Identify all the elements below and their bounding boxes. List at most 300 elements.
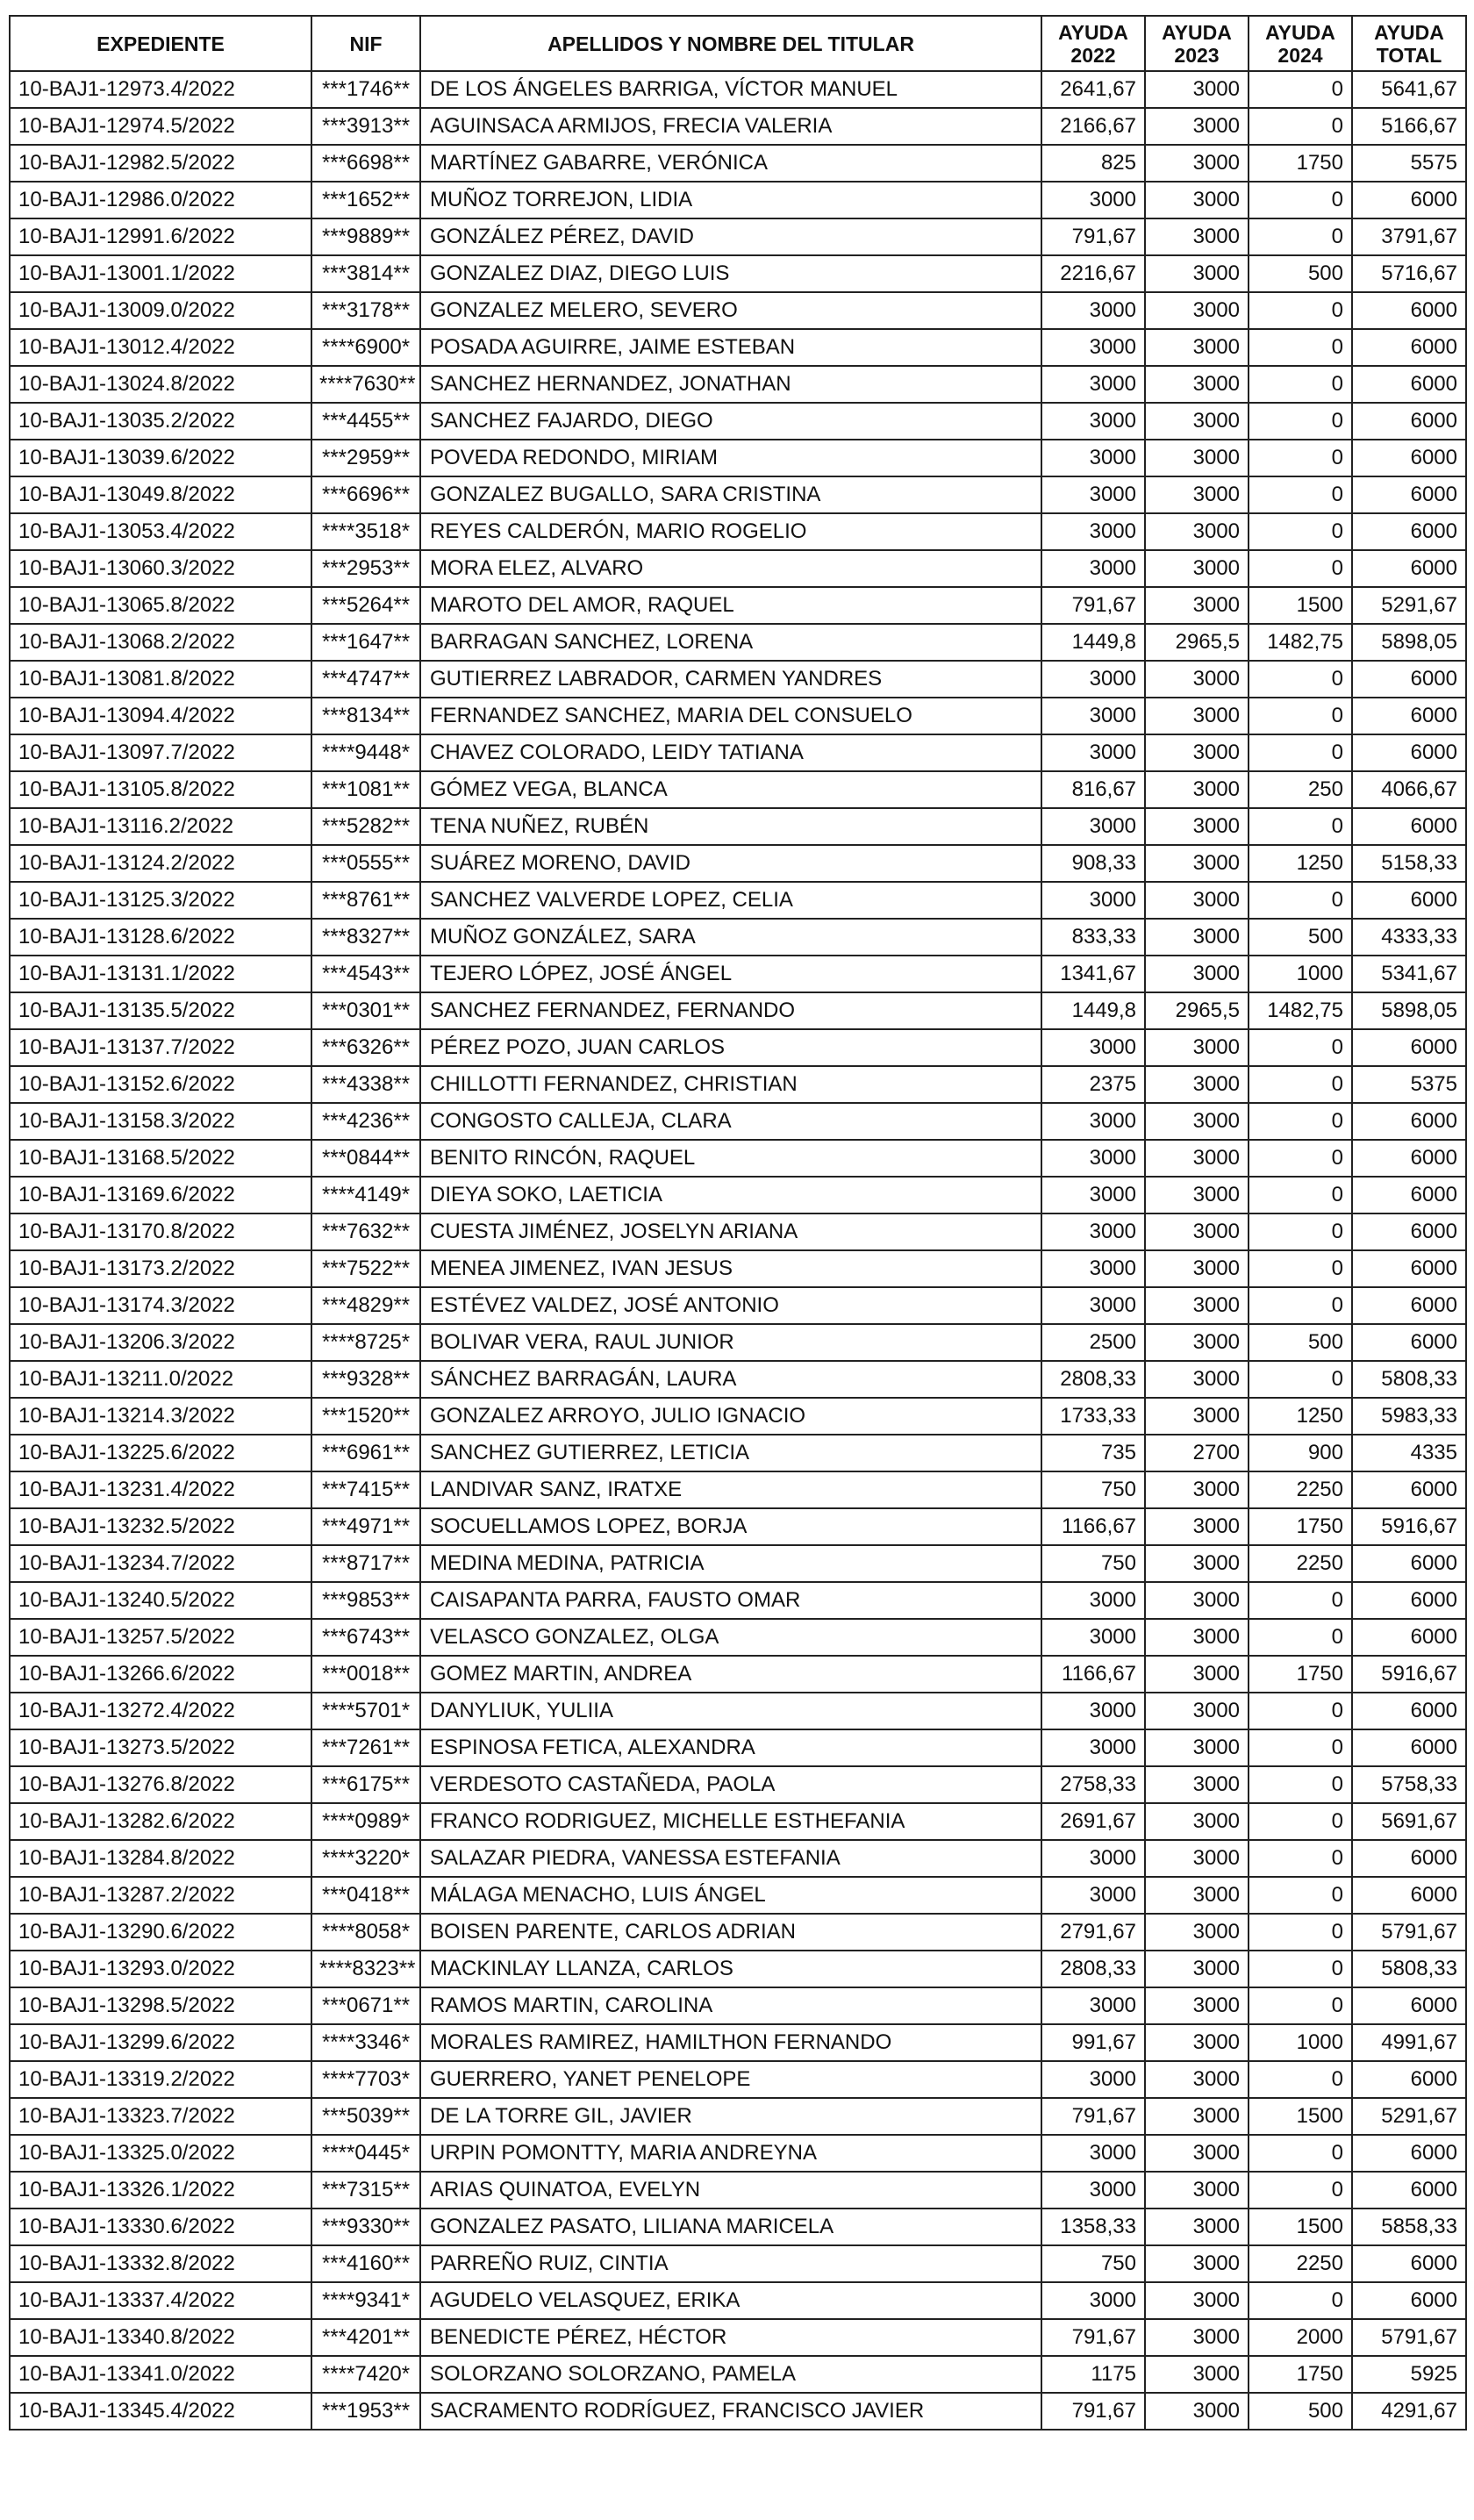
ayuda-2024-cell: 500 <box>1249 2393 1352 2430</box>
ayuda-2023-cell: 3000 <box>1145 2393 1249 2430</box>
ayuda-total-cell: 6000 <box>1352 1250 1466 1287</box>
ayuda-2022-cell: 1733,33 <box>1041 1398 1145 1435</box>
titular-cell: CAISAPANTA PARRA, FAUSTO OMAR <box>420 1582 1041 1619</box>
titular-cell: TENA NUÑEZ, RUBÉN <box>420 808 1041 845</box>
ayuda-2022-cell: 3000 <box>1041 661 1145 698</box>
nif-cell: ***0671** <box>311 1987 420 2024</box>
nif-cell: ****3518* <box>311 513 420 550</box>
nif-cell: ***0418** <box>311 1877 420 1914</box>
ayuda-2022-cell: 3000 <box>1041 1029 1145 1066</box>
ayuda-2024-cell: 0 <box>1249 1066 1352 1103</box>
ayuda-2024-cell: 250 <box>1249 771 1352 808</box>
ayuda-2023-cell: 3000 <box>1145 1324 1249 1361</box>
ayuda-total-cell: 6000 <box>1352 403 1466 440</box>
ayuda-2023-cell: 3000 <box>1145 1471 1249 1508</box>
ayuda-2024-cell: 0 <box>1249 476 1352 513</box>
titular-cell: SANCHEZ HERNANDEZ, JONATHAN <box>420 366 1041 403</box>
ayuda-2023-cell: 3000 <box>1145 1029 1249 1066</box>
expediente-cell: 10-BAJ1-13345.4/2022 <box>10 2393 311 2430</box>
titular-cell: ESTÉVEZ VALDEZ, JOSÉ ANTONIO <box>420 1287 1041 1324</box>
table-row <box>10 1250 1466 1287</box>
ayuda-2022-cell: 2216,67 <box>1041 255 1145 292</box>
nif-cell: ***7315** <box>311 2172 420 2209</box>
ayuda-2023-cell: 3000 <box>1145 1213 1249 1250</box>
nif-cell: ***9853** <box>311 1582 420 1619</box>
ayuda-2024-cell: 1500 <box>1249 587 1352 624</box>
ayuda-total-cell: 6000 <box>1352 2135 1466 2172</box>
nif-cell: ***3814** <box>311 255 420 292</box>
titular-cell: BARRAGAN SANCHEZ, LORENA <box>420 624 1041 661</box>
titular-cell: BENEDICTE PÉREZ, HÉCTOR <box>420 2319 1041 2356</box>
nif-cell: ****0989* <box>311 1803 420 1840</box>
expediente-cell: 10-BAJ1-13173.2/2022 <box>10 1250 311 1287</box>
nif-cell: ***1520** <box>311 1398 420 1435</box>
ayuda-2023-cell: 3000 <box>1145 1250 1249 1287</box>
nif-cell: ***8761** <box>311 882 420 919</box>
ayuda-2024-cell: 0 <box>1249 182 1352 218</box>
titular-cell: TEJERO LÓPEZ, JOSÉ ÁNGEL <box>420 956 1041 992</box>
table-row <box>10 255 1466 292</box>
ayuda-2024-cell: 1482,75 <box>1249 624 1352 661</box>
header-ayuda-2024: AYUDA 2024 <box>1249 16 1352 71</box>
table-row <box>10 882 1466 919</box>
ayuda-total-cell: 6000 <box>1352 1693 1466 1729</box>
expediente-cell: 10-BAJ1-13337.4/2022 <box>10 2282 311 2319</box>
expediente-cell: 10-BAJ1-13293.0/2022 <box>10 1951 311 1987</box>
ayuda-2022-cell: 2641,67 <box>1041 71 1145 108</box>
expediente-cell: 10-BAJ1-13169.6/2022 <box>10 1177 311 1213</box>
table-row <box>10 329 1466 366</box>
ayuda-total-cell: 6000 <box>1352 1840 1466 1877</box>
titular-cell: MÁLAGA MENACHO, LUIS ÁNGEL <box>420 1877 1041 1914</box>
ayuda-total-cell: 5291,67 <box>1352 587 1466 624</box>
expediente-cell: 10-BAJ1-13053.4/2022 <box>10 513 311 550</box>
titular-cell: GONZÁLEZ PÉREZ, DAVID <box>420 218 1041 255</box>
ayuda-2023-cell: 3000 <box>1145 71 1249 108</box>
ayuda-total-cell: 5166,67 <box>1352 108 1466 145</box>
ayuda-2023-cell: 3000 <box>1145 1545 1249 1582</box>
expediente-cell: 10-BAJ1-13135.5/2022 <box>10 992 311 1029</box>
ayuda-2024-cell: 0 <box>1249 1877 1352 1914</box>
titular-cell: SANCHEZ GUTIERREZ, LETICIA <box>420 1435 1041 1471</box>
ayuda-2022-cell: 3000 <box>1041 2135 1145 2172</box>
table-row <box>10 1287 1466 1324</box>
table-row <box>10 1656 1466 1693</box>
ayuda-2022-cell: 3000 <box>1041 808 1145 845</box>
ayuda-2022-cell: 816,67 <box>1041 771 1145 808</box>
expediente-cell: 10-BAJ1-13266.6/2022 <box>10 1656 311 1693</box>
ayuda-2024-cell: 0 <box>1249 1951 1352 1987</box>
titular-cell: DE LOS ÁNGELES BARRIGA, VÍCTOR MANUEL <box>420 71 1041 108</box>
ayuda-2024-cell: 0 <box>1249 1582 1352 1619</box>
ayuda-2022-cell: 3000 <box>1041 1250 1145 1287</box>
expediente-cell: 10-BAJ1-13240.5/2022 <box>10 1582 311 1619</box>
titular-cell: URPIN POMONTTY, MARIA ANDREYNA <box>420 2135 1041 2172</box>
ayuda-2022-cell: 3000 <box>1041 734 1145 771</box>
ayuda-2024-cell: 0 <box>1249 1619 1352 1656</box>
ayuda-total-cell: 6000 <box>1352 734 1466 771</box>
expediente-cell: 10-BAJ1-13298.5/2022 <box>10 1987 311 2024</box>
ayuda-2024-cell: 0 <box>1249 218 1352 255</box>
ayuda-2024-cell: 0 <box>1249 513 1352 550</box>
titular-cell: VERDESOTO CASTAÑEDA, PAOLA <box>420 1766 1041 1803</box>
nif-cell: ***0555** <box>311 845 420 882</box>
ayuda-2022-cell: 2808,33 <box>1041 1361 1145 1398</box>
ayuda-2023-cell: 3000 <box>1145 661 1249 698</box>
ayuda-total-cell: 5158,33 <box>1352 845 1466 882</box>
ayuda-2023-cell: 3000 <box>1145 145 1249 182</box>
nif-cell: ****9341* <box>311 2282 420 2319</box>
ayuda-2022-cell: 3000 <box>1041 2282 1145 2319</box>
ayuda-2022-cell: 3000 <box>1041 1877 1145 1914</box>
titular-cell: SACRAMENTO RODRÍGUEZ, FRANCISCO JAVIER <box>420 2393 1041 2430</box>
titular-cell: GONZALEZ ARROYO, JULIO IGNACIO <box>420 1398 1041 1435</box>
ayuda-2024-cell: 0 <box>1249 808 1352 845</box>
ayuda-total-cell: 6000 <box>1352 440 1466 476</box>
nif-cell: ***4236** <box>311 1103 420 1140</box>
nif-cell: ***3913** <box>311 108 420 145</box>
ayuda-2024-cell: 2250 <box>1249 1545 1352 1582</box>
ayuda-2023-cell: 2700 <box>1145 1435 1249 1471</box>
ayuda-total-cell: 5898,05 <box>1352 624 1466 661</box>
nif-cell: ***3178** <box>311 292 420 329</box>
ayuda-total-cell: 6000 <box>1352 292 1466 329</box>
expediente-cell: 10-BAJ1-13299.6/2022 <box>10 2024 311 2061</box>
ayuda-2023-cell: 3000 <box>1145 476 1249 513</box>
ayuda-2024-cell: 0 <box>1249 1987 1352 2024</box>
expediente-cell: 10-BAJ1-13330.6/2022 <box>10 2209 311 2245</box>
ayuda-total-cell: 4333,33 <box>1352 919 1466 956</box>
expediente-cell: 10-BAJ1-13105.8/2022 <box>10 771 311 808</box>
expediente-cell: 10-BAJ1-13290.6/2022 <box>10 1914 311 1951</box>
nif-cell: ***8327** <box>311 919 420 956</box>
expediente-cell: 10-BAJ1-13001.1/2022 <box>10 255 311 292</box>
nif-cell: ***6698** <box>311 145 420 182</box>
expediente-cell: 10-BAJ1-13049.8/2022 <box>10 476 311 513</box>
titular-cell: MARTÍNEZ GABARRE, VERÓNICA <box>420 145 1041 182</box>
nif-cell: ***4455** <box>311 403 420 440</box>
table-row <box>10 366 1466 403</box>
ayuda-2024-cell: 0 <box>1249 71 1352 108</box>
expediente-cell: 10-BAJ1-13231.4/2022 <box>10 1471 311 1508</box>
ayuda-2023-cell: 3000 <box>1145 292 1249 329</box>
ayuda-2024-cell: 0 <box>1249 108 1352 145</box>
ayuda-2022-cell: 3000 <box>1041 1582 1145 1619</box>
titular-cell: BENITO RINCÓN, RAQUEL <box>420 1140 1041 1177</box>
ayuda-2024-cell: 1750 <box>1249 1508 1352 1545</box>
ayuda-2024-cell: 0 <box>1249 1729 1352 1766</box>
expediente-cell: 10-BAJ1-13128.6/2022 <box>10 919 311 956</box>
titular-cell: MUÑOZ TORREJON, LIDIA <box>420 182 1041 218</box>
ayuda-2023-cell: 3000 <box>1145 1140 1249 1177</box>
ayuda-2023-cell: 3000 <box>1145 734 1249 771</box>
ayuda-total-cell: 6000 <box>1352 882 1466 919</box>
expediente-cell: 10-BAJ1-13341.0/2022 <box>10 2356 311 2393</box>
expediente-cell: 10-BAJ1-13012.4/2022 <box>10 329 311 366</box>
table-row <box>10 403 1466 440</box>
titular-cell: DIEYA SOKO, LAETICIA <box>420 1177 1041 1213</box>
table-row <box>10 956 1466 992</box>
nif-cell: ****8725* <box>311 1324 420 1361</box>
expediente-cell: 10-BAJ1-13131.1/2022 <box>10 956 311 992</box>
nif-cell: ****7420* <box>311 2356 420 2393</box>
table-row <box>10 1140 1466 1177</box>
expediente-cell: 10-BAJ1-13287.2/2022 <box>10 1877 311 1914</box>
ayuda-2023-cell: 3000 <box>1145 1508 1249 1545</box>
nif-cell: ****8323** <box>311 1951 420 1987</box>
ayuda-2024-cell: 0 <box>1249 2172 1352 2209</box>
expediente-cell: 10-BAJ1-13116.2/2022 <box>10 808 311 845</box>
titular-cell: SANCHEZ VALVERDE LOPEZ, CELIA <box>420 882 1041 919</box>
ayuda-total-cell: 4066,67 <box>1352 771 1466 808</box>
titular-cell: MEDINA MEDINA, PATRICIA <box>420 1545 1041 1582</box>
titular-cell: SANCHEZ FERNANDEZ, FERNANDO <box>420 992 1041 1029</box>
ayuda-2024-cell: 1000 <box>1249 956 1352 992</box>
ayuda-total-cell: 3791,67 <box>1352 218 1466 255</box>
table-row <box>10 587 1466 624</box>
expediente-cell: 10-BAJ1-13323.7/2022 <box>10 2098 311 2135</box>
ayuda-2022-cell: 3000 <box>1041 292 1145 329</box>
ayuda-2023-cell: 3000 <box>1145 698 1249 734</box>
titular-cell: GONZALEZ DIAZ, DIEGO LUIS <box>420 255 1041 292</box>
nif-cell: ***0018** <box>311 1656 420 1693</box>
ayuda-2022-cell: 735 <box>1041 1435 1145 1471</box>
ayuda-2022-cell: 750 <box>1041 1471 1145 1508</box>
ayuda-total-cell: 6000 <box>1352 2245 1466 2282</box>
ayuda-2023-cell: 3000 <box>1145 513 1249 550</box>
ayuda-2022-cell: 3000 <box>1041 698 1145 734</box>
ayuda-2024-cell: 500 <box>1249 255 1352 292</box>
ayuda-2023-cell: 3000 <box>1145 1398 1249 1435</box>
table-row <box>10 145 1466 182</box>
ayuda-2022-cell: 833,33 <box>1041 919 1145 956</box>
nif-cell: ***2953** <box>311 550 420 587</box>
ayuda-2022-cell: 3000 <box>1041 513 1145 550</box>
expediente-cell: 10-BAJ1-13035.2/2022 <box>10 403 311 440</box>
nif-cell: ***1081** <box>311 771 420 808</box>
ayuda-2024-cell: 2000 <box>1249 2319 1352 2356</box>
subsidy-table <box>9 15 1467 2431</box>
titular-cell: SOLORZANO SOLORZANO, PAMELA <box>420 2356 1041 2393</box>
ayuda-total-cell: 5858,33 <box>1352 2209 1466 2245</box>
nif-cell: ****5701* <box>311 1693 420 1729</box>
titular-cell: SOCUELLAMOS LOPEZ, BORJA <box>420 1508 1041 1545</box>
titular-cell: PARREÑO RUIZ, CINTIA <box>420 2245 1041 2282</box>
ayuda-2023-cell: 3000 <box>1145 1582 1249 1619</box>
nif-cell: ***9889** <box>311 218 420 255</box>
ayuda-2023-cell: 3000 <box>1145 2135 1249 2172</box>
nif-cell: ***4201** <box>311 2319 420 2356</box>
ayuda-2022-cell: 1166,67 <box>1041 1508 1145 1545</box>
ayuda-2023-cell: 3000 <box>1145 1766 1249 1803</box>
nif-cell: ****9448* <box>311 734 420 771</box>
ayuda-2022-cell: 3000 <box>1041 2061 1145 2098</box>
ayuda-2022-cell: 1358,33 <box>1041 2209 1145 2245</box>
ayuda-2024-cell: 0 <box>1249 292 1352 329</box>
ayuda-2024-cell: 1750 <box>1249 2356 1352 2393</box>
table-row <box>10 661 1466 698</box>
nif-cell: ***1746** <box>311 71 420 108</box>
expediente-cell: 10-BAJ1-13232.5/2022 <box>10 1508 311 1545</box>
ayuda-2022-cell: 791,67 <box>1041 218 1145 255</box>
expediente-cell: 10-BAJ1-13272.4/2022 <box>10 1693 311 1729</box>
table-row <box>10 1103 1466 1140</box>
expediente-cell: 10-BAJ1-13065.8/2022 <box>10 587 311 624</box>
ayuda-2024-cell: 0 <box>1249 550 1352 587</box>
ayuda-2023-cell: 3000 <box>1145 2282 1249 2319</box>
ayuda-2023-cell: 3000 <box>1145 2319 1249 2356</box>
ayuda-2023-cell: 3000 <box>1145 1987 1249 2024</box>
nif-cell: ****6900* <box>311 329 420 366</box>
ayuda-2023-cell: 3000 <box>1145 440 1249 476</box>
ayuda-2023-cell: 3000 <box>1145 182 1249 218</box>
ayuda-2023-cell: 2965,5 <box>1145 624 1249 661</box>
header-expediente: EXPEDIENTE <box>10 16 311 71</box>
expediente-cell: 10-BAJ1-13097.7/2022 <box>10 734 311 771</box>
ayuda-2022-cell: 1449,8 <box>1041 992 1145 1029</box>
ayuda-2022-cell: 791,67 <box>1041 2393 1145 2430</box>
ayuda-total-cell: 6000 <box>1352 1471 1466 1508</box>
table-row <box>10 1951 1466 1987</box>
ayuda-2023-cell: 3000 <box>1145 1619 1249 1656</box>
table-row <box>10 108 1466 145</box>
nif-cell: ***6961** <box>311 1435 420 1471</box>
ayuda-2024-cell: 0 <box>1249 1250 1352 1287</box>
table-row <box>10 2319 1466 2356</box>
titular-cell: GOMEZ MARTIN, ANDREA <box>420 1656 1041 1693</box>
ayuda-total-cell: 5641,67 <box>1352 71 1466 108</box>
header-nif: NIF <box>311 16 420 71</box>
ayuda-2022-cell: 3000 <box>1041 1103 1145 1140</box>
ayuda-2022-cell: 3000 <box>1041 1619 1145 1656</box>
table-row <box>10 440 1466 476</box>
expediente-cell: 10-BAJ1-13024.8/2022 <box>10 366 311 403</box>
ayuda-2024-cell: 1250 <box>1249 845 1352 882</box>
table-row <box>10 513 1466 550</box>
ayuda-total-cell: 6000 <box>1352 1582 1466 1619</box>
ayuda-2024-cell: 0 <box>1249 661 1352 698</box>
expediente-cell: 10-BAJ1-13174.3/2022 <box>10 1287 311 1324</box>
expediente-cell: 10-BAJ1-12986.0/2022 <box>10 182 311 218</box>
ayuda-2022-cell: 750 <box>1041 2245 1145 2282</box>
titular-cell: FERNANDEZ SANCHEZ, MARIA DEL CONSUELO <box>420 698 1041 734</box>
nif-cell: ***4160** <box>311 2245 420 2282</box>
ayuda-total-cell: 5791,67 <box>1352 2319 1466 2356</box>
ayuda-2022-cell: 791,67 <box>1041 2319 1145 2356</box>
ayuda-total-cell: 6000 <box>1352 476 1466 513</box>
ayuda-2022-cell: 3000 <box>1041 1729 1145 1766</box>
ayuda-2023-cell: 3000 <box>1145 1877 1249 1914</box>
table-row <box>10 2393 1466 2430</box>
table-row <box>10 476 1466 513</box>
ayuda-2024-cell: 1750 <box>1249 145 1352 182</box>
ayuda-total-cell: 6000 <box>1352 366 1466 403</box>
table-row <box>10 1029 1466 1066</box>
ayuda-total-cell: 6000 <box>1352 1545 1466 1582</box>
ayuda-2022-cell: 3000 <box>1041 2172 1145 2209</box>
nif-cell: ***9328** <box>311 1361 420 1398</box>
table-row <box>10 2172 1466 2209</box>
table-row <box>10 771 1466 808</box>
table-row <box>10 2098 1466 2135</box>
ayuda-2022-cell: 3000 <box>1041 1140 1145 1177</box>
ayuda-2024-cell: 0 <box>1249 329 1352 366</box>
expediente-cell: 10-BAJ1-13039.6/2022 <box>10 440 311 476</box>
table-row <box>10 1729 1466 1766</box>
titular-cell: PÉREZ POZO, JUAN CARLOS <box>420 1029 1041 1066</box>
ayuda-2023-cell: 3000 <box>1145 2024 1249 2061</box>
expediente-cell: 10-BAJ1-12973.4/2022 <box>10 71 311 108</box>
ayuda-2022-cell: 3000 <box>1041 403 1145 440</box>
titular-cell: MUÑOZ GONZÁLEZ, SARA <box>420 919 1041 956</box>
ayuda-total-cell: 5375 <box>1352 1066 1466 1103</box>
table-row <box>10 182 1466 218</box>
ayuda-total-cell: 5758,33 <box>1352 1766 1466 1803</box>
ayuda-2023-cell: 3000 <box>1145 1914 1249 1951</box>
titular-cell: GUERRERO, YANET PENELOPE <box>420 2061 1041 2098</box>
ayuda-2022-cell: 3000 <box>1041 366 1145 403</box>
expediente-cell: 10-BAJ1-12974.5/2022 <box>10 108 311 145</box>
ayuda-2022-cell: 2375 <box>1041 1066 1145 1103</box>
nif-cell: ****4149* <box>311 1177 420 1213</box>
nif-cell: ***0301** <box>311 992 420 1029</box>
ayuda-total-cell: 5916,67 <box>1352 1656 1466 1693</box>
ayuda-2024-cell: 0 <box>1249 1213 1352 1250</box>
ayuda-total-cell: 5808,33 <box>1352 1361 1466 1398</box>
ayuda-total-cell: 6000 <box>1352 1987 1466 2024</box>
expediente-cell: 10-BAJ1-13276.8/2022 <box>10 1766 311 1803</box>
ayuda-2023-cell: 3000 <box>1145 2061 1249 2098</box>
table-row <box>10 1435 1466 1471</box>
titular-cell: MACKINLAY LLANZA, CARLOS <box>420 1951 1041 1987</box>
nif-cell: ***1953** <box>311 2393 420 2430</box>
table-header <box>10 16 1466 71</box>
nif-cell: ***1647** <box>311 624 420 661</box>
ayuda-total-cell: 6000 <box>1352 2282 1466 2319</box>
titular-cell: DANYLIUK, YULIIA <box>420 1693 1041 1729</box>
header-titular: APELLIDOS Y NOMBRE DEL TITULAR <box>420 16 1041 71</box>
nif-cell: ****3220* <box>311 1840 420 1877</box>
expediente-cell: 10-BAJ1-13094.4/2022 <box>10 698 311 734</box>
ayuda-2024-cell: 900 <box>1249 1435 1352 1471</box>
titular-cell: CONGOSTO CALLEJA, CLARA <box>420 1103 1041 1140</box>
ayuda-2023-cell: 3000 <box>1145 1840 1249 1877</box>
ayuda-2024-cell: 0 <box>1249 366 1352 403</box>
nif-cell: ***4543** <box>311 956 420 992</box>
table-row <box>10 808 1466 845</box>
ayuda-total-cell: 6000 <box>1352 1177 1466 1213</box>
expediente-cell: 10-BAJ1-13284.8/2022 <box>10 1840 311 1877</box>
table-row <box>10 218 1466 255</box>
table-row <box>10 550 1466 587</box>
ayuda-2023-cell: 3000 <box>1145 919 1249 956</box>
table-row <box>10 2024 1466 2061</box>
ayuda-2022-cell: 3000 <box>1041 1840 1145 1877</box>
ayuda-2024-cell: 0 <box>1249 1693 1352 1729</box>
nif-cell: ***6743** <box>311 1619 420 1656</box>
ayuda-2024-cell: 1500 <box>1249 2098 1352 2135</box>
expediente-cell: 10-BAJ1-13234.7/2022 <box>10 1545 311 1582</box>
titular-cell: POSADA AGUIRRE, JAIME ESTEBAN <box>420 329 1041 366</box>
table-row <box>10 2135 1466 2172</box>
ayuda-2023-cell: 3000 <box>1145 2172 1249 2209</box>
ayuda-2022-cell: 3000 <box>1041 476 1145 513</box>
expediente-cell: 10-BAJ1-13060.3/2022 <box>10 550 311 587</box>
titular-cell: LANDIVAR SANZ, IRATXE <box>420 1471 1041 1508</box>
table-row <box>10 1361 1466 1398</box>
table-row <box>10 1324 1466 1361</box>
table-row <box>10 698 1466 734</box>
